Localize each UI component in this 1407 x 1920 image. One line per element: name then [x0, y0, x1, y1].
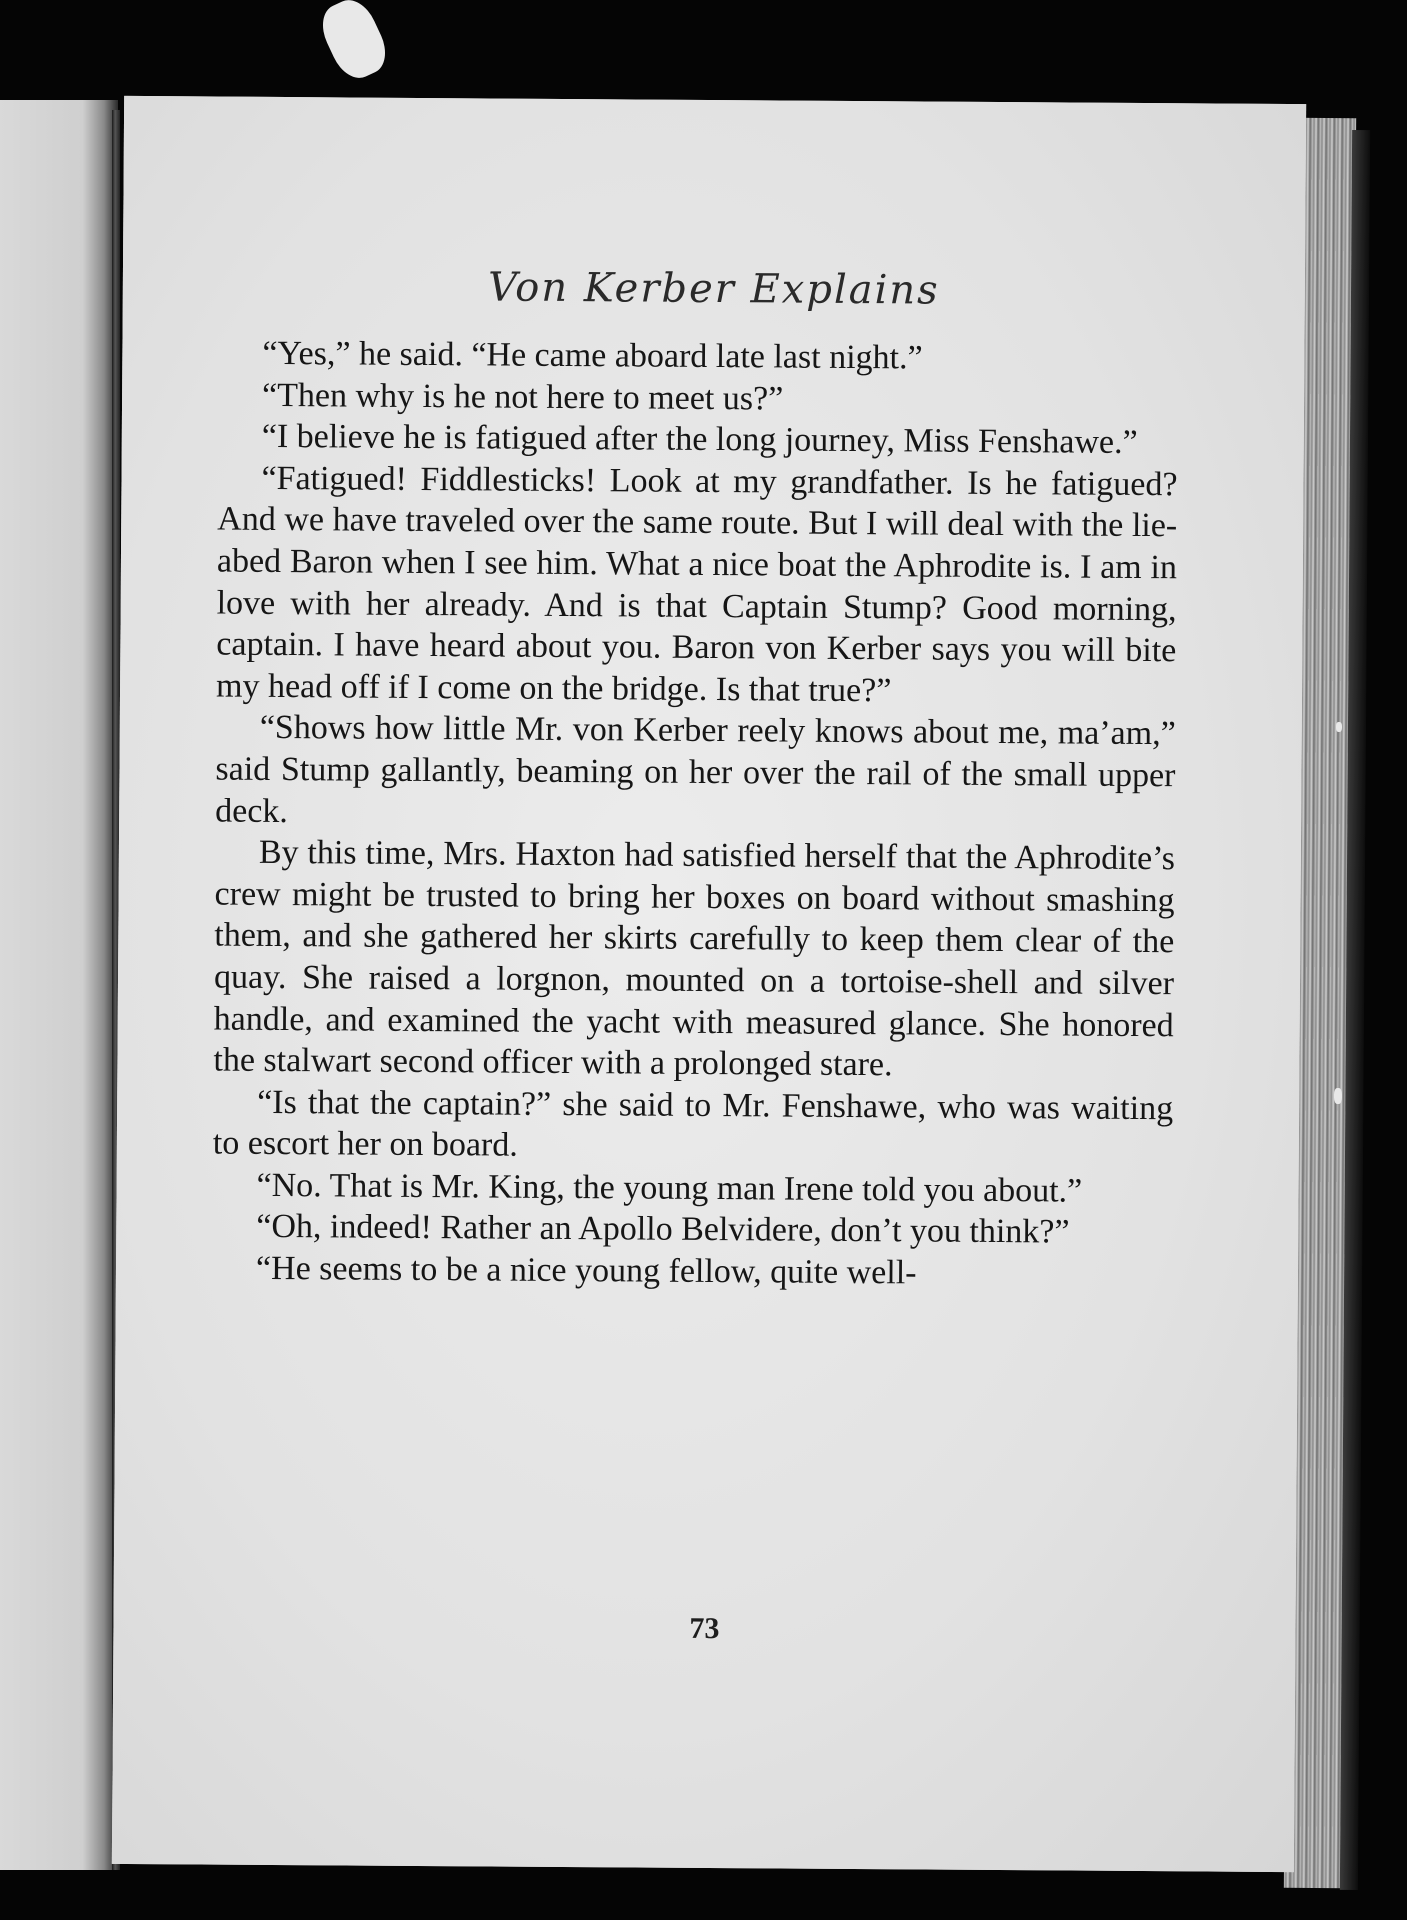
paragraph: “Is that the captain?” she said to Mr. Fenshawe, who was waiting to escort her on board.: [212, 1083, 1174, 1164]
paragraph: “Shows how little Mr. von Kerber reely knows about me, ma’am,” said Stump gallantly, beaming on her over the rail of the small upper deck.: [215, 709, 1176, 830]
running-head: Von Kerber Explains: [487, 264, 940, 314]
scan-speck: [1336, 722, 1342, 732]
paragraph: “Oh, indeed! Rather an Apollo Belvidere, don’t you think?”: [256, 1208, 1070, 1251]
book-page: [112, 96, 1306, 1872]
scan-speck: [314, 0, 394, 85]
paragraph: “I believe he is fatigued after the long journey, Miss Fenshawe.”: [261, 418, 1138, 462]
paragraph: “Yes,” he said. “He came aboard late last night.”: [262, 334, 923, 377]
paragraph: “Fatigued! Fiddlesticks! Look at my grandfather. Is he fatigued? And we have traveled over the same route. But I will deal with the lie-abed Baron when I see him. What a nice boat the Aphrodite is. I am in love with her already. And is that Captain Stump? Good morning, captain. I have heard about you. Baron von Kerber says you will bite my head off if I come on the bridge. Is that true?”: [215, 459, 1178, 710]
paragraph: “He seems to be a nice young fellow, quite well-: [255, 1249, 917, 1292]
paragraph: “No. That is Mr. King, the young man Irene told you about.”: [256, 1166, 1083, 1210]
page-number: 73: [689, 1611, 720, 1646]
body-text: [212, 333, 1179, 1296]
scan-speck: [1334, 1088, 1342, 1104]
previous-page-edge: [0, 100, 118, 1870]
paragraph: By this time, Mrs. Haxton had satisfied herself that the Aphrodite’s crew might be trusted to bring her boxes on board without smashing them, and she gathered her skirts carefully to keep them clear of the quay. She raised a lorgnon, mounted on a tortoise-shell and silver handle, and examined the yacht with measured glance. She honored the stalwart second officer with a prolonged stare.: [213, 833, 1176, 1084]
paragraph: “Then why is he not here to meet us?”: [261, 376, 784, 418]
